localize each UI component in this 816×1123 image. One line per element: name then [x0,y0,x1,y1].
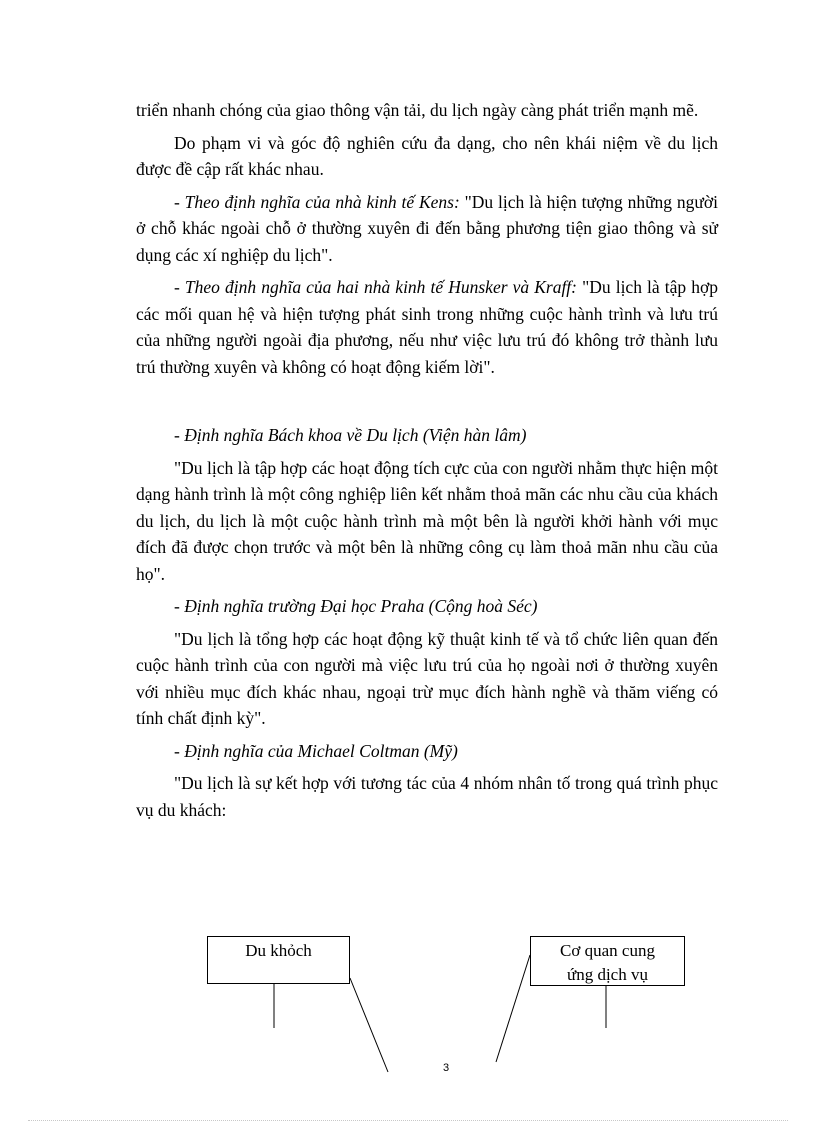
paragraph-continuation: triển nhanh chóng của giao thông vận tải, du lịch ngày càng phát triển mạnh mẽ. [136,100,699,120]
hunsker-kraff-definition-body: "Du lịch là tập hợp các mối quan hệ và hiện tượng phát sinh trong những cuộc hành trình và lưu trú của những người ngoài địa phương, nếu như việc lưu trú đó không trở thành lưu trú thường xuyên và không có hoạt động kiếm lời". [136,277,718,377]
heading-praha-definition: - Định nghĩa trường Đại học Praha (Cộng hoà Séc) [174,596,538,616]
paragraph-kens-definition [136,189,718,269]
kens-definition-body: "Du lịch là hiện tượng những người ở chỗ khác ngoài chỗ ở thường xuyên đi đến bằng phương tiện giao thông và sử dụng các xí nghiệp du lịch". [136,191,719,265]
body-text [136,97,718,829]
page-number: 3 [442,1062,450,1074]
paragraph-encyclopedia-definition: "Du lịch là tập hợp các hoạt động tích cực của con người nhằm thực hiện một dạng hành trình là một công nghiệp liên kết nhằm thoả mãn các nhu cầu của khách du lịch, du lịch là một cuộc hành trình mà một bên là người khởi hành với mục đích đã được chọn trước và một bên là những công cụ làm thoả mãn nhu cầu của họ". [136,457,718,584]
page-bottom-edge [28,1120,788,1121]
diagram-box-service-provider [530,936,685,986]
diagram-box-service-provider-line1: Cơ quan cung [560,941,655,960]
heading-encyclopedia-definition: - Định nghĩa Bách khoa về Du lịch (Viện hàn lâm) [174,425,527,445]
paragraph-praha-definition: "Du lịch là tổng hợp các hoạt động kỹ thuật kinh tế và tổ chức liên quan đến cuộc hành trình của con người mà việc lưu trú của họ ngoài nơi ở thường xuyên với nhiều mục đích khác nhau, ngoại trừ mục đích hành nghề và thăm viếng có tính chất định kỳ". [136,628,718,728]
paragraph-scope: Do phạm vi và góc độ nghiên cứu đa dạng, cho nên khái niệm về du lịch được đề cập rất khác nhau. [136,132,718,179]
connector-right-diagonal [496,955,530,1062]
diagram-box-tourist-label: Du khỏch [245,941,312,960]
paragraph-coltman-definition: "Du lịch là sự kết hợp với tương tác của 4 nhóm nhân tố trong quá trình phục vụ du khách: [136,773,718,820]
diagram-box-service-provider-line2: ứng dịch vụ [567,965,648,984]
kens-definition-lead: - Theo định nghĩa của nhà kinh tế Kens: [174,191,465,212]
connector-left-diagonal [350,978,388,1072]
paragraph-hunsker-kraff-definition [136,274,718,380]
hunsker-kraff-definition-lead: - Theo định nghĩa của hai nhà kinh tế Hunsker và Kraff: [174,277,583,297]
diagram-box-tourist [207,936,350,984]
heading-coltman-definition: - Định nghĩa của Michael Coltman (Mỹ) [174,740,458,761]
